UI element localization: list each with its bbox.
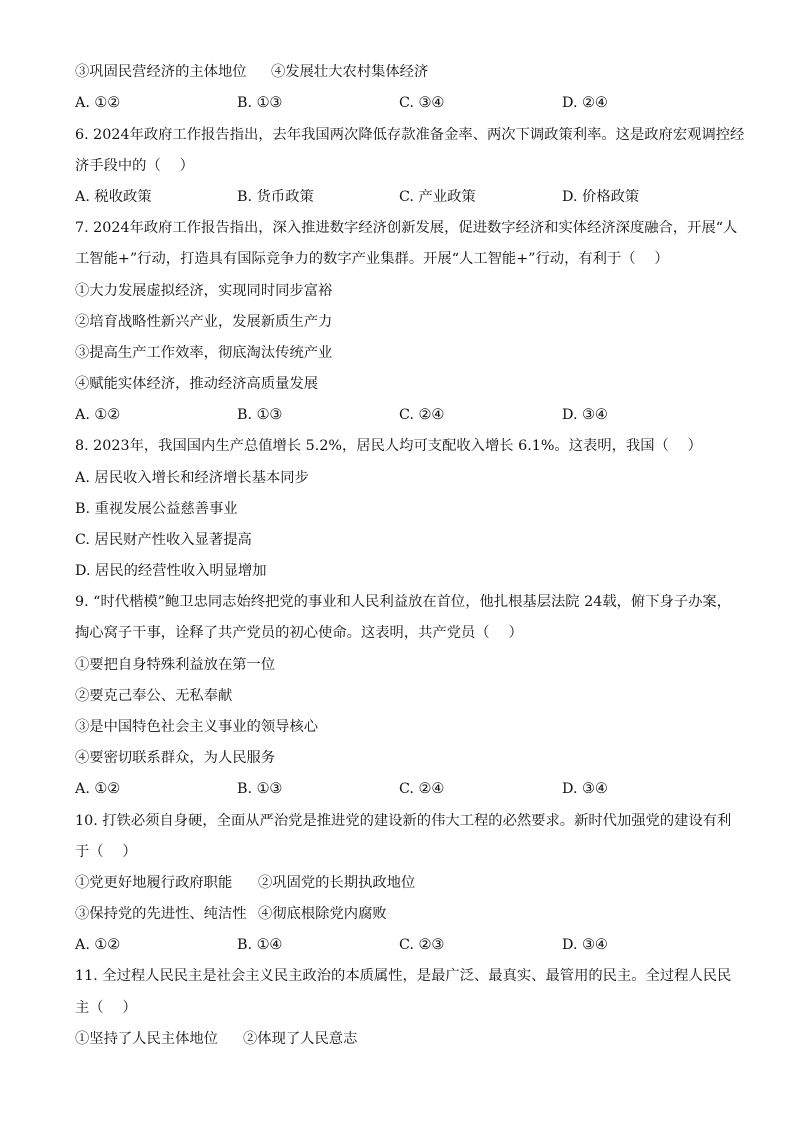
q6-stem-line2: 济手段中的（ ） xyxy=(75,158,194,174)
q5-item-pair xyxy=(75,62,429,82)
q10-option-b[interactable]: B. ①④ xyxy=(237,937,283,953)
q9-stem-line1: 9. “时代楷模”鲍卫忠同志始终把党的事业和人民利益放在首位，他扎根基层法院 24载，俯下身子办案， xyxy=(75,594,732,610)
q5-option-b[interactable]: B. ①③ xyxy=(237,95,283,111)
q8-option-a[interactable]: A. 居民收入增长和经济增长基本同步 xyxy=(75,470,309,486)
q7-item-4: ④赋能实体经济，推动经济高质量发展 xyxy=(75,376,319,392)
q7-option-d[interactable]: D. ③④ xyxy=(562,407,608,423)
q6-options xyxy=(75,187,725,207)
q7-option-a[interactable]: A. ①② xyxy=(75,407,121,423)
q7-item-1: ①大力发展虚拟经济，实现同时同步富裕 xyxy=(75,283,333,299)
q9-option-d[interactable]: D. ③④ xyxy=(562,781,608,797)
q7-item-2: ②培育战略性新兴产业，发展新质生产力 xyxy=(75,314,333,330)
q9-option-b[interactable]: B. ①③ xyxy=(237,781,283,797)
q9-item-1: ①要把自身特殊利益放在第一位 xyxy=(75,657,276,673)
q11-item-2: ②体现了人民意志 xyxy=(243,1031,358,1047)
q8-option-b[interactable]: B. 重视发展公益慈善事业 xyxy=(75,501,238,517)
q10-options xyxy=(75,935,725,955)
q10-stem-line2: 于（ ） xyxy=(75,844,137,860)
q10-item-3: ③保持党的先进性、纯洁性 xyxy=(75,906,247,922)
q10-item-2: ②巩固党的长期执政地位 xyxy=(258,875,416,891)
q9-option-a[interactable]: A. ①② xyxy=(75,781,121,797)
q5-option-c[interactable]: C. ③④ xyxy=(399,95,445,111)
q10-option-a[interactable]: A. ①② xyxy=(75,937,121,953)
q6-option-a[interactable]: A. 税收政策 xyxy=(75,189,152,205)
q11-item-1: ①坚持了人民主体地位 xyxy=(75,1031,218,1047)
q10-item-4: ④彻底根除党内腐败 xyxy=(258,906,387,922)
q9-stem-line2: 掏心窝子干事，诠释了共产党员的初心使命。这表明，共产党员（ ） xyxy=(75,625,523,641)
q10-option-c[interactable]: C. ②③ xyxy=(399,937,445,953)
q9-options xyxy=(75,779,725,799)
q7-item-3: ③提高生产工作效率，彻底淘汰传统产业 xyxy=(75,345,333,361)
q10-item-1: ①党更好地履行政府职能 xyxy=(75,875,233,891)
q9-item-2: ②要克己奉公、无私奉献 xyxy=(75,688,233,704)
q6-option-d[interactable]: D. 价格政策 xyxy=(562,189,640,205)
q9-item-3: ③是中国特色社会主义事业的领导核心 xyxy=(75,719,319,735)
q6-stem-line1: 6. 2024年政府工作报告指出，去年我国两次降低存款准备金率、两次下调政策利率。这是政府宏观调控经 xyxy=(75,127,745,143)
q9-option-c[interactable]: C. ②④ xyxy=(399,781,445,797)
q8-option-c[interactable]: C. 居民财产性收入显著提高 xyxy=(75,532,252,548)
q5-item-3: ③巩固民营经济的主体地位 xyxy=(75,64,247,80)
q11-stem-line1: 11. 全过程人民民主是社会主义民主政治的本质属性，是最广泛、最真实、最管用的民主。全过程人民民 xyxy=(75,968,732,984)
q8-option-d[interactable]: D. 居民的经营性收入明显增加 xyxy=(75,563,267,579)
q10-option-d[interactable]: D. ③④ xyxy=(562,937,608,953)
q11-stem-line2: 主（ ） xyxy=(75,1000,137,1016)
q5-options xyxy=(75,93,725,113)
q10-stem-line1: 10. 打铁必须自身硬，全面从严治党是推进党的建设新的伟大工程的必然要求。新时代加强党的建设有利 xyxy=(75,813,732,829)
q11-item-pair-1 xyxy=(75,1029,358,1049)
q10-item-pair-2 xyxy=(75,904,387,924)
q7-option-c[interactable]: C. ②④ xyxy=(399,407,445,423)
q8-stem: 8. 2023年，我国国内生产总值增长 5.2%，居民人均可支配收入增长 6.1%。这表明，我国（ ） xyxy=(75,438,702,454)
q6-option-c[interactable]: C. 产业政策 xyxy=(399,189,476,205)
q7-stem-line2: 工智能+”行动，打造具有国际竞争力的数字产业集群。开展“人工智能+”行动，有利于（ ） xyxy=(75,251,669,267)
q7-stem-line1: 7. 2024年政府工作报告指出，深入推进数字经济创新发展，促进数字经济和实体经济深度融合，开展“人 xyxy=(75,220,738,236)
q6-option-b[interactable]: B. 货币政策 xyxy=(237,189,314,205)
q7-option-b[interactable]: B. ①③ xyxy=(237,407,283,423)
q5-item-4: ④发展壮大农村集体经济 xyxy=(271,64,429,80)
q7-options xyxy=(75,405,725,425)
q5-option-d[interactable]: D. ②④ xyxy=(562,95,608,111)
q10-item-pair-1 xyxy=(75,873,416,893)
q5-option-a[interactable]: A. ①② xyxy=(75,95,121,111)
q9-item-4: ④要密切联系群众，为人民服务 xyxy=(75,750,276,766)
